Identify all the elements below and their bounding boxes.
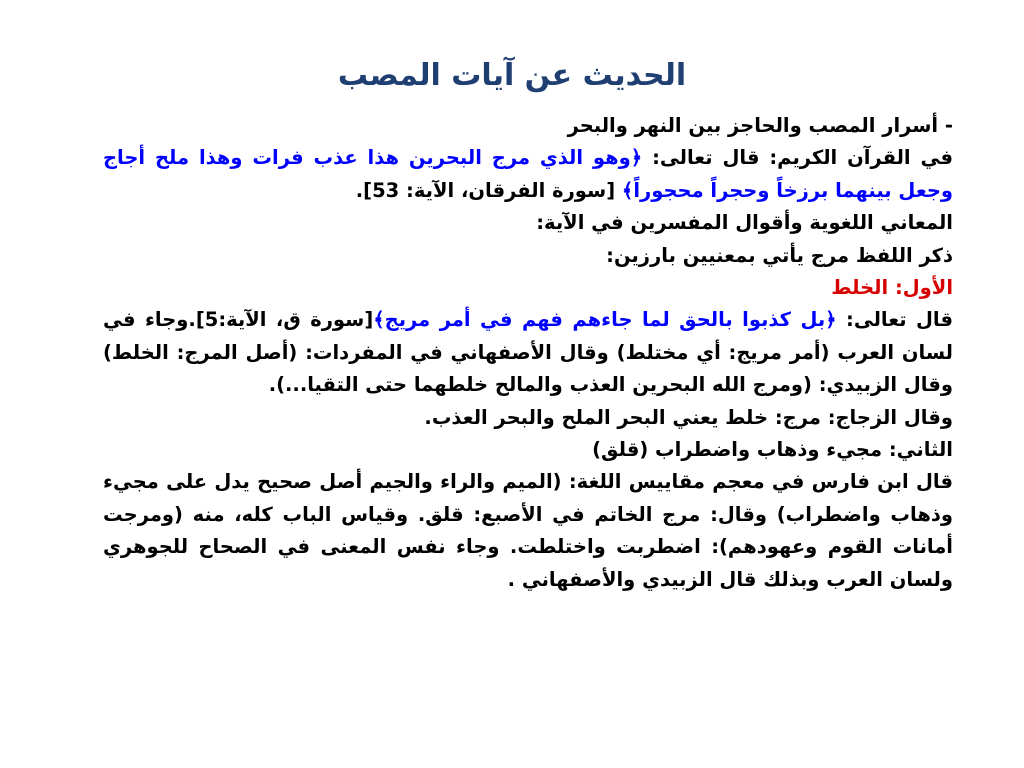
slide-title: الحديث عن آيات المصب [337,58,687,93]
quran-verse-qaf: ﴿بل كذبوا بالحق لما جاءهم فهم في أمر مريج﴾ [373,308,837,332]
paragraph-two-meanings: ذكر اللفظ مرج يأتي بمعنيين بارزين: [606,243,953,267]
paragraph-quran-verse [103,142,953,207]
quran-verse-furqan: ﴿وهو الذي مرج البحرين هذا عذب فرات وهذا ملح أجاج وجعل بينهما برزخاً وحجراً محجوراً﴾ [103,146,953,202]
heading-second-meaning: الثاني: مجيء وذهاب واضطراب (قلق) [592,438,953,462]
verse-reference: [سورة الفرقان، الآية: 53]. [355,178,622,202]
intro-text: في القرآن الكريم: قال تعالى: [642,146,953,170]
first-meaning-body: [سورة ق، الآية:5].وجاء في لسان العرب (أمر مريج: أي مختلط) وقال الأصفهاني في المفردات: (أصل المرج: الخلط) وقال الزبيدي: (ومرج الله البحرين العذب والمالح خلطهما حتى التقيا...). [103,308,953,397]
paragraph-estuary-secrets: - أسرار المصب والحاجز بين النهر والبحر [567,114,953,137]
heading-first-meaning: الأول: الخلط [831,276,953,300]
paragraph-first-meaning [103,304,953,401]
paragraph-linguistic-meanings: المعاني اللغوية وأقوال المفسرين في الآية: [536,211,953,235]
paragraph-zajjaj: وقال الزجاج: مرج: خلط يعني البحر الملح والبحر العذب. [424,405,953,429]
slide-content [103,110,953,596]
paragraph-ibn-faris: قال ابن فارس في معجم مقاييس اللغة: (الميم والراء والجيم أصل صحيح يدل على مجيء وذهاب واضطراب) وقال: مرج الخاتم في الأصبع: قلق. وقياس الباب كله، منه (ومرجت أمانات القوم وعهودهم): اضطربت واختلطت. وجاء نفس المعنى في الصحاح للجوهري ولسان العرب وبذلك قال الزبيدي والأصفهاني . [103,470,953,591]
intro-text: قال تعالى: [836,308,953,332]
